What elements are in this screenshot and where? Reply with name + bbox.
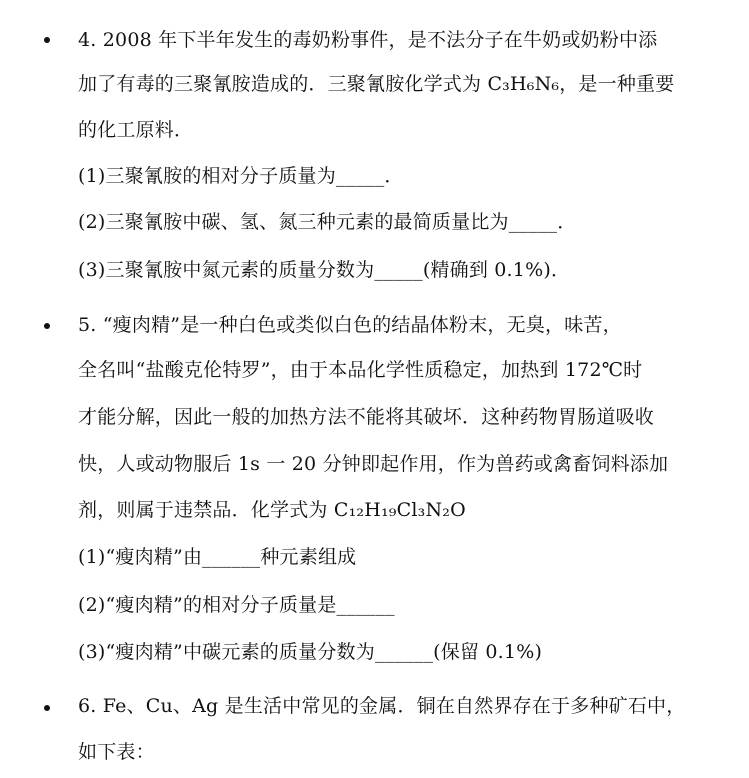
q5-subquestion-2: (2)“瘦肉精”的相对分子质量是______: [78, 594, 395, 616]
q6-line-1: 6. Fe、Cu、Ag 是生活中常见的金属．铜在自然界存在于多种矿石中，: [78, 695, 686, 717]
q5-subquestion-3: (3)“瘦肉精”中碳元素的质量分数为______(保留 0.1%): [78, 641, 543, 663]
bullet-q4: [44, 37, 50, 43]
q5-line-1: 5. “瘦肉精”是一种白色或类似白色的结晶体粉末，无臭，味苦，: [78, 314, 622, 336]
q4-line-2: 加了有毒的三聚氰胺造成的．三聚氰胺化学式为 C₃H₆N₆，是一种重要: [78, 73, 675, 95]
q4-line-1: 4. 2008 年下半年发生的毒奶粉事件，是不法分子在牛奶或奶粉中添: [78, 29, 658, 51]
q4-subquestion-1: (1)三聚氰胺的相对分子质量为_____．: [78, 165, 404, 187]
q4-subquestion-2: (2)三聚氰胺中碳、氢、氮三种元素的最简质量比为_____．: [78, 211, 577, 233]
q5-subquestion-1: (1)“瘦肉精”由______种元素组成: [78, 546, 357, 568]
q5-line-4: 快，人或动物服后 1s 一 20 分钟即起作用，作为兽药或禽畜饲料添加: [78, 453, 669, 475]
q5-line-5: 剂，则属于违禁品．化学式为 C₁₂H₁₉Cl₃N₂O: [78, 499, 466, 521]
bullet-q5: [44, 323, 50, 329]
q4-subquestion-3: (3)三聚氰胺中氮元素的质量分数为_____(精确到 0.1%)．: [78, 259, 571, 281]
q5-line-3: 才能分解，因此一般的加热方法不能将其破坏．这种药物胃肠道吸收: [78, 406, 655, 428]
q4-line-3: 的化工原料．: [78, 119, 194, 141]
bullet-q6: [44, 705, 50, 711]
q6-line-2: 如下表：: [78, 741, 155, 763]
q5-line-2: 全名叫“盐酸克伦特罗”，由于本品化学性质稳定，加热到 172℃时: [78, 359, 643, 381]
